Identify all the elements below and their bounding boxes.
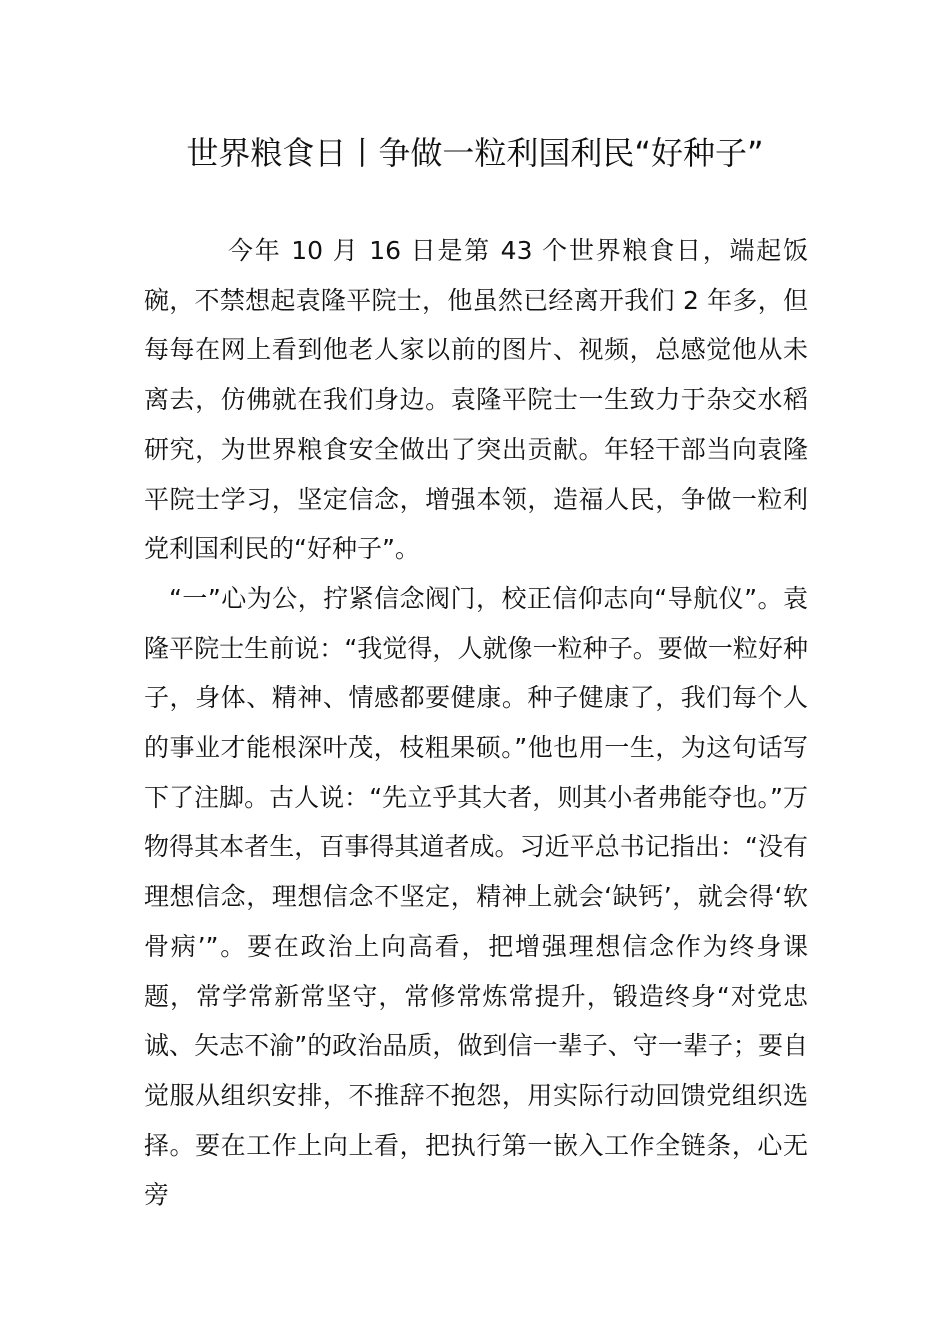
paragraph-section-one: “一”心为公，拧紧信念阀门，校正信仰志向“导航仪”。袁隆平院士生前说：“我觉得，人就像一粒种子。要做一粒好种子，身体、精神、情感都要健康。种子健康了，我们每个人的事业才能根深叶茂，枝粗果硕。”他也用一生，为这句话写下了注脚。古人说：“先立乎其大者，则其小者弗能夺也。”万物得其本者生，百事得其道者成。习近平总书记指出：“没有理想信念，理想信念不坚定，精神上就会‘缺钙’，就会得‘软骨病’”。要在政治上向高看，把增强理想信念作为终身课题，常学常新常坚守，常修常炼常提升，锻造终身“对党忠诚、矢志不渝”的政治品质，做到信一辈子、守一辈子；要自觉服从组织安排，不推辞不抱怨，用实际行动回馈党组织选择。要在工作上向上看，把执行第一嵌入工作全链条，心无旁 bbox=[144, 583, 808, 1210]
paragraph-intro: 今年 10 月 16 日是第 43 个世界粮食日，端起饭碗，不禁想起袁隆平院士，他虽然已经离开我们 2 年多，但每每在网上看到他老人家以前的图片、视频，总感觉他从未离去，仿佛就在我们身边。袁隆平院士一生致力于杂交水稻研究，为世界粮食安全做出了突出贡献。年轻干部当向袁隆平院士学习，坚定信念，增强本领，造福人民，争做一粒利党利国利民的“好种子”。 bbox=[144, 236, 808, 564]
document-title: 世界粮食日丨争做一粒利国利民“好种子” bbox=[186, 134, 764, 172]
document-body bbox=[144, 226, 808, 1220]
